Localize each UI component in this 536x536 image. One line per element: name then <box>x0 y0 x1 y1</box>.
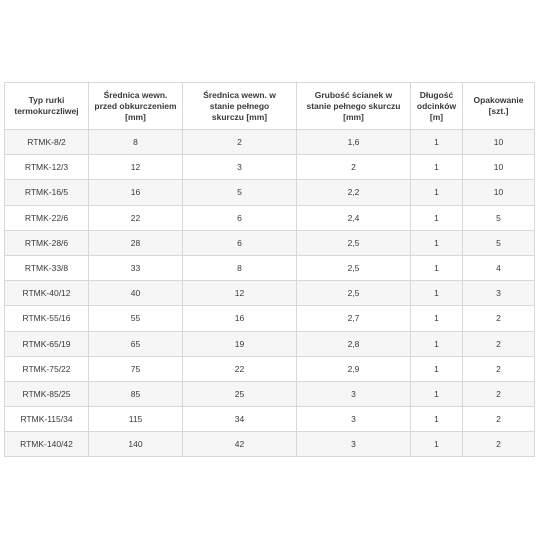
spec-table-container <box>4 82 534 457</box>
cell-package: 2 <box>463 381 535 406</box>
header-package: Opakowanie [szt.] <box>463 83 535 130</box>
cell-length: 1 <box>411 281 463 306</box>
cell-diameter-before: 115 <box>89 407 183 432</box>
cell-type: RTMK-115/34 <box>5 407 89 432</box>
cell-package: 4 <box>463 255 535 280</box>
cell-length: 1 <box>411 407 463 432</box>
table-row <box>5 381 535 406</box>
cell-type: RTMK-65/19 <box>5 331 89 356</box>
cell-type: RTMK-16/5 <box>5 180 89 205</box>
cell-diameter-before: 16 <box>89 180 183 205</box>
header-diameter-before: Średnica wewn. przed obkurczeniem [mm] <box>89 83 183 130</box>
cell-diameter-after: 6 <box>183 230 297 255</box>
cell-diameter-after: 6 <box>183 205 297 230</box>
cell-length: 1 <box>411 306 463 331</box>
cell-package: 2 <box>463 407 535 432</box>
cell-type: RTMK-140/42 <box>5 432 89 457</box>
cell-diameter-after: 42 <box>183 432 297 457</box>
cell-package: 10 <box>463 180 535 205</box>
table-row <box>5 130 535 155</box>
cell-diameter-before: 28 <box>89 230 183 255</box>
header-wall-thickness: Grubość ścianek w stanie pełnego skurczu [mm] <box>297 83 411 130</box>
cell-type: RTMK-12/3 <box>5 155 89 180</box>
cell-type: RTMK-75/22 <box>5 356 89 381</box>
cell-length: 1 <box>411 130 463 155</box>
cell-type: RTMK-33/8 <box>5 255 89 280</box>
cell-type: RTMK-55/16 <box>5 306 89 331</box>
table-row <box>5 180 535 205</box>
cell-package: 2 <box>463 331 535 356</box>
cell-wall-thickness: 3 <box>297 381 411 406</box>
table-row <box>5 255 535 280</box>
cell-diameter-after: 25 <box>183 381 297 406</box>
cell-length: 1 <box>411 230 463 255</box>
cell-diameter-before: 12 <box>89 155 183 180</box>
cell-package: 2 <box>463 356 535 381</box>
cell-diameter-before: 75 <box>89 356 183 381</box>
table-row <box>5 205 535 230</box>
cell-diameter-after: 22 <box>183 356 297 381</box>
header-type: Typ rurki termokurczliwej <box>5 83 89 130</box>
cell-wall-thickness: 3 <box>297 432 411 457</box>
cell-diameter-before: 33 <box>89 255 183 280</box>
cell-diameter-before: 85 <box>89 381 183 406</box>
cell-package: 10 <box>463 130 535 155</box>
cell-diameter-after: 16 <box>183 306 297 331</box>
cell-package: 5 <box>463 230 535 255</box>
cell-length: 1 <box>411 381 463 406</box>
cell-type: RTMK-85/25 <box>5 381 89 406</box>
cell-wall-thickness: 2 <box>297 155 411 180</box>
cell-wall-thickness: 2,5 <box>297 281 411 306</box>
cell-length: 1 <box>411 255 463 280</box>
cell-package: 2 <box>463 306 535 331</box>
cell-length: 1 <box>411 205 463 230</box>
cell-package: 2 <box>463 432 535 457</box>
cell-type: RTMK-22/6 <box>5 205 89 230</box>
table-row <box>5 407 535 432</box>
cell-diameter-before: 140 <box>89 432 183 457</box>
table-row <box>5 155 535 180</box>
cell-diameter-after: 8 <box>183 255 297 280</box>
table-row <box>5 432 535 457</box>
cell-package: 3 <box>463 281 535 306</box>
cell-wall-thickness: 2,5 <box>297 255 411 280</box>
cell-diameter-after: 5 <box>183 180 297 205</box>
cell-type: RTMK-40/12 <box>5 281 89 306</box>
cell-length: 1 <box>411 155 463 180</box>
cell-wall-thickness: 1,6 <box>297 130 411 155</box>
cell-wall-thickness: 2,9 <box>297 356 411 381</box>
cell-diameter-before: 55 <box>89 306 183 331</box>
cell-type: RTMK-28/6 <box>5 230 89 255</box>
cell-length: 1 <box>411 331 463 356</box>
cell-length: 1 <box>411 356 463 381</box>
table-body <box>5 130 535 457</box>
cell-wall-thickness: 2,2 <box>297 180 411 205</box>
table-row <box>5 306 535 331</box>
table-header-row <box>5 83 535 130</box>
cell-diameter-after: 2 <box>183 130 297 155</box>
cell-wall-thickness: 2,7 <box>297 306 411 331</box>
cell-type: RTMK-8/2 <box>5 130 89 155</box>
header-diameter-after: Średnica wewn. w stanie pełnego skurczu [mm] <box>183 83 297 130</box>
cell-diameter-after: 19 <box>183 331 297 356</box>
spec-table <box>4 82 535 457</box>
cell-package: 5 <box>463 205 535 230</box>
table-row <box>5 230 535 255</box>
cell-diameter-after: 34 <box>183 407 297 432</box>
cell-wall-thickness: 2,5 <box>297 230 411 255</box>
table-row <box>5 331 535 356</box>
header-length: Długość odcinków [m] <box>411 83 463 130</box>
cell-wall-thickness: 2,8 <box>297 331 411 356</box>
cell-diameter-after: 12 <box>183 281 297 306</box>
cell-diameter-before: 40 <box>89 281 183 306</box>
cell-length: 1 <box>411 180 463 205</box>
table-row <box>5 281 535 306</box>
cell-length: 1 <box>411 432 463 457</box>
table-row <box>5 356 535 381</box>
cell-wall-thickness: 3 <box>297 407 411 432</box>
cell-diameter-before: 22 <box>89 205 183 230</box>
cell-wall-thickness: 2,4 <box>297 205 411 230</box>
cell-package: 10 <box>463 155 535 180</box>
cell-diameter-before: 8 <box>89 130 183 155</box>
cell-diameter-after: 3 <box>183 155 297 180</box>
cell-diameter-before: 65 <box>89 331 183 356</box>
